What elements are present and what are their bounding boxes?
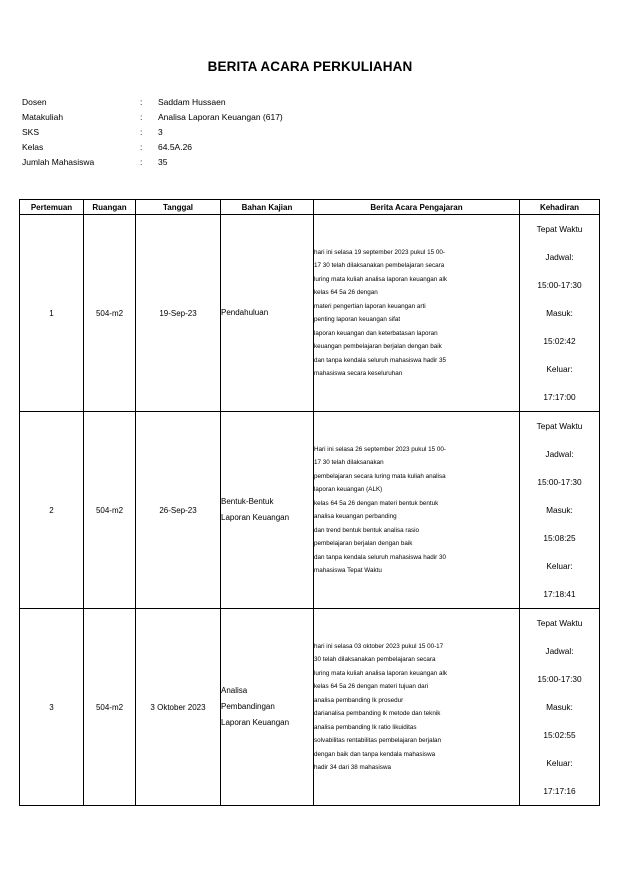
table-row bbox=[20, 609, 600, 806]
berita-line: keuangan pembelajaran berjalan dengan baik bbox=[314, 343, 442, 350]
berita-line: solvabilitas rentabilitas pembelajaran berjalan bbox=[314, 737, 442, 744]
check-in-label: Masuk: bbox=[546, 505, 573, 515]
berita-acara-cell bbox=[314, 215, 520, 412]
berita-line: Hari ini selasa 26 september 2023 pukul 15 00- bbox=[314, 445, 446, 453]
berita-line: luring mata kuliah analisa laporan keuangan alk bbox=[314, 669, 448, 677]
berita-acara-cell bbox=[314, 412, 520, 609]
info-value: Saddam Hussaen bbox=[158, 97, 226, 107]
check-out-label: Keluar: bbox=[546, 561, 573, 571]
lecture-report-table bbox=[19, 199, 600, 806]
info-colon: : bbox=[140, 112, 143, 122]
schedule-value: 15:00-17:30 bbox=[537, 280, 582, 290]
berita-line: analisa pembanding lk prosedur bbox=[314, 696, 404, 704]
info-row-sks bbox=[22, 125, 283, 140]
check-out-value: 17:17:16 bbox=[543, 786, 576, 796]
info-colon: : bbox=[140, 127, 143, 137]
bahan-line: Bentuk-Bentuk bbox=[221, 497, 274, 506]
berita-line: hari ini selasa 19 september 2023 pukul 15 00- bbox=[314, 248, 445, 256]
berita-line: hari ini selasa 03 oktober 2023 pukul 15 00-17 bbox=[314, 642, 444, 650]
schedule-value: 15:00-17:30 bbox=[537, 477, 582, 487]
berita-line: dan trend bentuk bentuk analisa rasio bbox=[314, 526, 420, 534]
info-colon: : bbox=[140, 157, 143, 167]
check-out-value: 17:18:41 bbox=[543, 589, 576, 599]
schedule-label: Jadwal: bbox=[545, 449, 574, 459]
berita-line: 30 telah dilaksanakan pembelajaran secara bbox=[314, 656, 436, 663]
bahan-kajian-cell bbox=[221, 609, 314, 806]
pertemuan-cell: 3 bbox=[20, 609, 84, 806]
check-out-value: 17:17:00 bbox=[543, 392, 576, 402]
check-out-label: Keluar: bbox=[546, 364, 573, 374]
berita-line: mahasiswa secara keseluruhan bbox=[314, 370, 403, 377]
tanggal-cell: 26-Sep-23 bbox=[136, 412, 221, 609]
attendance-status: Tepat Waktu bbox=[536, 421, 583, 431]
berita-line: laporan keuangan dan keterbatasan laporan bbox=[314, 329, 438, 337]
berita-line: materi pengertian laporan keuangan arti bbox=[314, 302, 426, 310]
ruangan-cell: 504-m2 bbox=[84, 412, 136, 609]
table-row bbox=[20, 215, 600, 412]
check-in-value: 15:02:55 bbox=[543, 730, 576, 740]
column-header: Pertemuan bbox=[20, 200, 84, 215]
info-colon: : bbox=[140, 97, 143, 107]
column-header: Kehadiran bbox=[520, 200, 600, 215]
berita-line: dengan baik dan tanpa kendala mahasiswa bbox=[314, 750, 436, 758]
berita-line: pembelajaran secara luring mata kuliah analisa bbox=[314, 472, 446, 480]
check-in-label: Masuk: bbox=[546, 308, 573, 318]
column-header: Tanggal bbox=[136, 200, 221, 215]
info-label: SKS bbox=[22, 127, 40, 137]
berita-line: analisa pembanding lk ratio likuiditas bbox=[314, 723, 417, 731]
berita-line: pembelajaran berjalan dengan baik bbox=[314, 540, 413, 547]
info-label: Kelas bbox=[22, 142, 44, 152]
tanggal-cell: 19-Sep-23 bbox=[136, 215, 221, 412]
column-header: Ruangan bbox=[84, 200, 136, 215]
info-value: 3 bbox=[158, 127, 163, 137]
info-label: Dosen bbox=[22, 97, 47, 107]
berita-acara-cell bbox=[314, 609, 520, 806]
berita-line: kelas 64 5a 26 dengan materi bentuk bentuk bbox=[314, 499, 439, 507]
info-value: 35 bbox=[158, 157, 168, 167]
info-row-kelas bbox=[22, 140, 283, 155]
pertemuan-cell: 1 bbox=[20, 215, 84, 412]
bahan-kajian-cell bbox=[221, 215, 314, 412]
course-info bbox=[22, 95, 283, 170]
berita-line: analisa keuangan perbanding bbox=[314, 513, 397, 520]
bahan-line: Pembandingan bbox=[221, 702, 275, 711]
check-in-value: 15:02:42 bbox=[543, 336, 576, 346]
berita-line: luring mata kuliah analisa laporan keuangan alk bbox=[314, 275, 448, 283]
tanggal-cell: 3 Oktober 2023 bbox=[136, 609, 221, 806]
berita-line: dan tanpa kendala seluruh mahasiswa hadir 35 bbox=[314, 356, 446, 364]
berita-line: 17 30 telah dilaksanakan bbox=[314, 459, 384, 466]
attendance-status: Tepat Waktu bbox=[536, 618, 583, 628]
check-out-label: Keluar: bbox=[546, 758, 573, 768]
info-value: Analisa Laporan Keuangan (617) bbox=[158, 112, 283, 122]
berita-line: darianalisa pembanding lk metode dan teknik bbox=[314, 710, 441, 717]
berita-line: laporan keuangan (ALK) bbox=[314, 486, 383, 493]
info-colon: : bbox=[140, 142, 143, 152]
berita-line: penting laporan keuangan sifat bbox=[314, 316, 401, 323]
bahan-kajian-cell bbox=[221, 412, 314, 609]
kehadiran-cell bbox=[520, 215, 600, 412]
berita-line: 17 30 telah dilaksanakan pembelajaran secara bbox=[314, 262, 445, 269]
kehadiran-cell bbox=[520, 609, 600, 806]
schedule-value: 15:00-17:30 bbox=[537, 674, 582, 684]
info-label: Jumlah Mahasiswa bbox=[22, 157, 95, 167]
attendance-status: Tepat Waktu bbox=[536, 224, 583, 234]
kehadiran-cell bbox=[520, 412, 600, 609]
table-row bbox=[20, 412, 600, 609]
info-row-jumlah-mahasiswa bbox=[22, 155, 283, 170]
schedule-label: Jadwal: bbox=[545, 646, 574, 656]
ruangan-cell: 504-m2 bbox=[84, 609, 136, 806]
check-in-value: 15:08:25 bbox=[543, 533, 576, 543]
bahan-line: Analisa bbox=[221, 686, 248, 695]
berita-line: dan tanpa kendala seluruh mahasiswa hadir 30 bbox=[314, 553, 446, 561]
bahan-line: Pendahuluan bbox=[221, 308, 269, 317]
check-in-label: Masuk: bbox=[546, 702, 573, 712]
berita-line: kelas 64 5a 26 dengan materi tujuan dari bbox=[314, 683, 429, 690]
table-header-row bbox=[20, 200, 600, 215]
bahan-line: Laporan Keuangan bbox=[221, 718, 290, 727]
ruangan-cell: 504-m2 bbox=[84, 215, 136, 412]
info-label: Matakuliah bbox=[22, 112, 64, 122]
berita-line: mahasiswa Tepat Waktu bbox=[314, 567, 382, 574]
page-title: BERITA ACARA PERKULIAHAN bbox=[207, 59, 413, 74]
info-row-matakuliah bbox=[22, 110, 283, 125]
column-header: Berita Acara Pengajaran bbox=[314, 200, 520, 215]
column-header: Bahan Kajian bbox=[221, 200, 314, 215]
berita-line: kelas 64 5a 26 dengan bbox=[314, 289, 378, 296]
info-row-dosen bbox=[22, 95, 283, 110]
berita-line: hadir 34 dari 38 mahasiswa bbox=[314, 764, 392, 771]
bahan-line: Laporan Keuangan bbox=[221, 513, 290, 522]
info-value: 64.5A.26 bbox=[158, 142, 193, 152]
schedule-label: Jadwal: bbox=[545, 252, 574, 262]
pertemuan-cell: 2 bbox=[20, 412, 84, 609]
